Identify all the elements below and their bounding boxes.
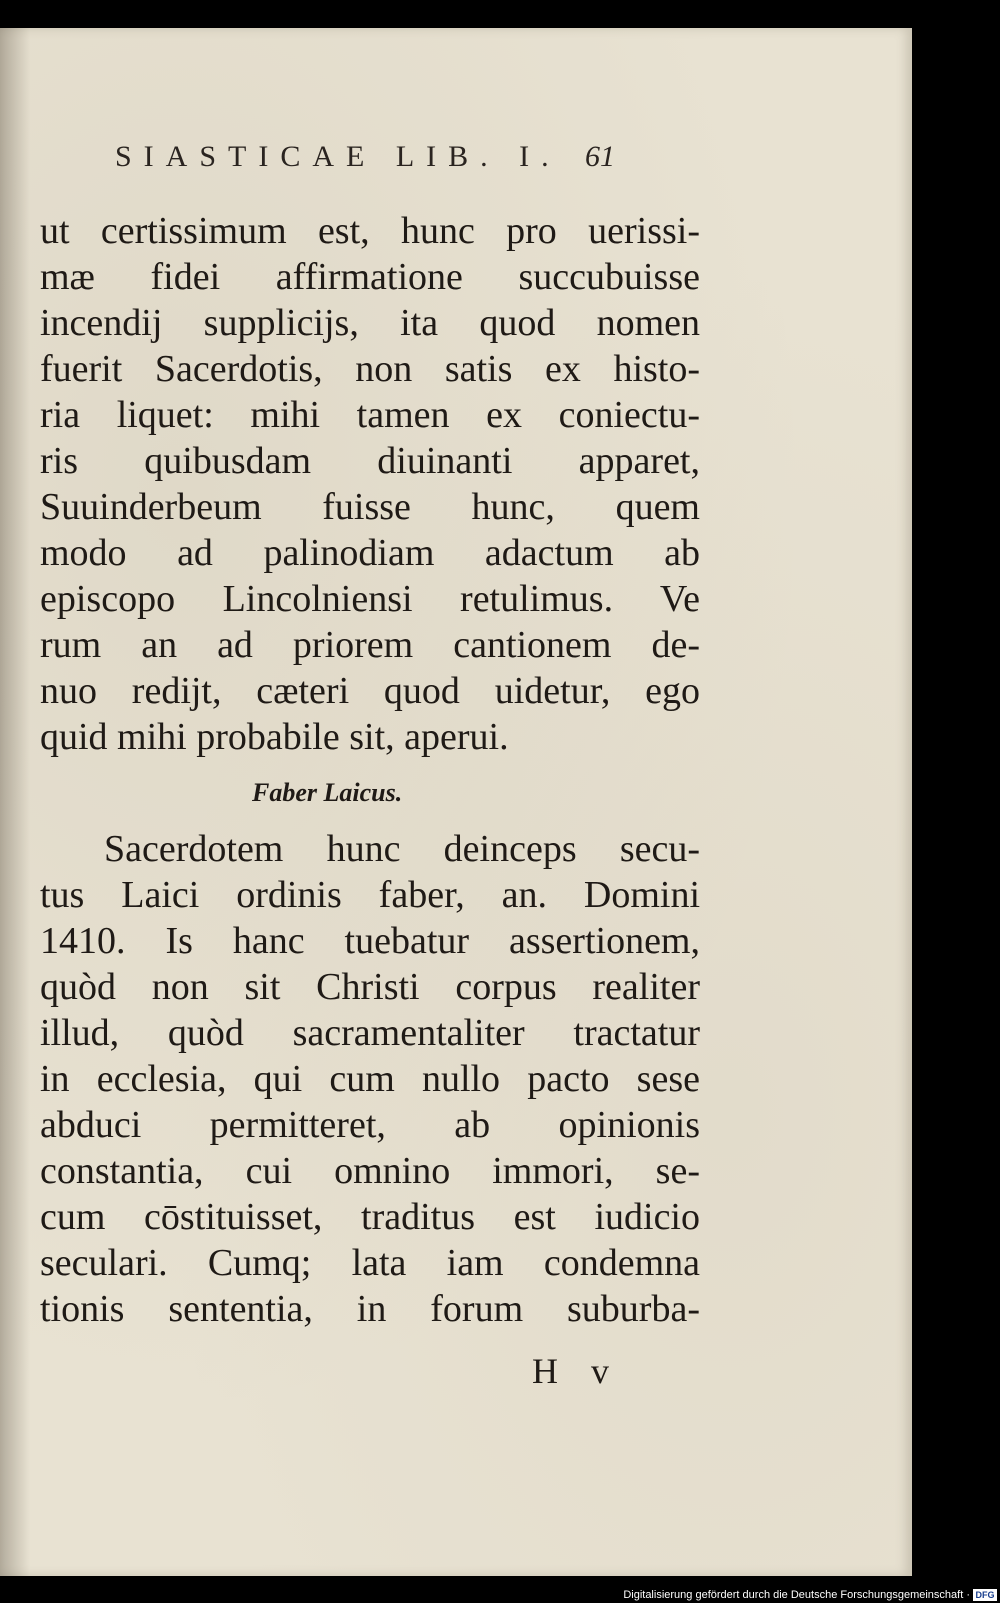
- text-line: illud, quòd sacramentaliter tractatur: [40, 1012, 700, 1054]
- funding-notice: Digitalisierung gefördert durch die Deutsche Forschungsgemeinschaft ·: [623, 1589, 970, 1601]
- text-block: [40, 208, 700, 1332]
- text-line: quòd non sit Christi corpus realiter: [40, 966, 700, 1008]
- text-line: cum cōstituisset, traditus est iudicio: [40, 1196, 700, 1238]
- text-line: fuerit Sacerdotis, non satis ex histo-: [40, 348, 700, 390]
- text-line: modo ad palinodiam adactum ab: [40, 532, 700, 574]
- footer-bar: [0, 1588, 1000, 1603]
- text-line: tionis sententia, in forum suburba-: [40, 1288, 700, 1330]
- section-heading: Faber Laicus.: [252, 778, 403, 807]
- text-line: episcopo Lincolniensi retulimus. Ve: [40, 578, 700, 620]
- text-line: rum an ad priorem cantionem de-: [40, 624, 700, 666]
- running-head-title: SIASTICAE LIB. I.: [115, 140, 561, 173]
- text-line: seculari. Cumq; lata iam condemna: [40, 1242, 700, 1284]
- text-line: ria liquet: mihi tamen ex coniectu-: [40, 394, 700, 436]
- spine-shadow: [0, 28, 30, 1576]
- page-number: 61: [585, 140, 615, 173]
- book-page: [0, 28, 912, 1576]
- running-head: [115, 140, 635, 184]
- text-line: ut certissimum est, hunc pro uerissi-: [40, 210, 700, 252]
- text-line: quid mihi probabile sit, aperui.: [40, 716, 509, 758]
- text-line: Suuinderbeum fuisse hunc, quem: [40, 486, 700, 528]
- text-line: in ecclesia, qui cum nullo pacto sese: [40, 1058, 700, 1100]
- text-line: tus Laici ordinis faber, an. Domini: [40, 874, 700, 916]
- text-line: ris quibusdam diuinanti apparet,: [40, 440, 700, 482]
- text-line: mæ fidei affirmatione succubuisse: [40, 256, 700, 298]
- text-line: Sacerdotem hunc deinceps secu-: [104, 828, 700, 870]
- text-line: incendij supplicijs, ita quod nomen: [40, 302, 700, 344]
- text-line: 1410. Is hanc tuebatur assertionem,: [40, 920, 700, 962]
- text-line: nuo redijt, cæteri quod uidetur, ego: [40, 670, 700, 712]
- text-line: constantia, cui omnino immori, se-: [40, 1150, 700, 1192]
- catchword: H v: [532, 1351, 621, 1391]
- text-line: abduci permitteret, ab opinionis: [40, 1104, 700, 1146]
- dfg-logo-icon: DFG: [973, 1589, 997, 1601]
